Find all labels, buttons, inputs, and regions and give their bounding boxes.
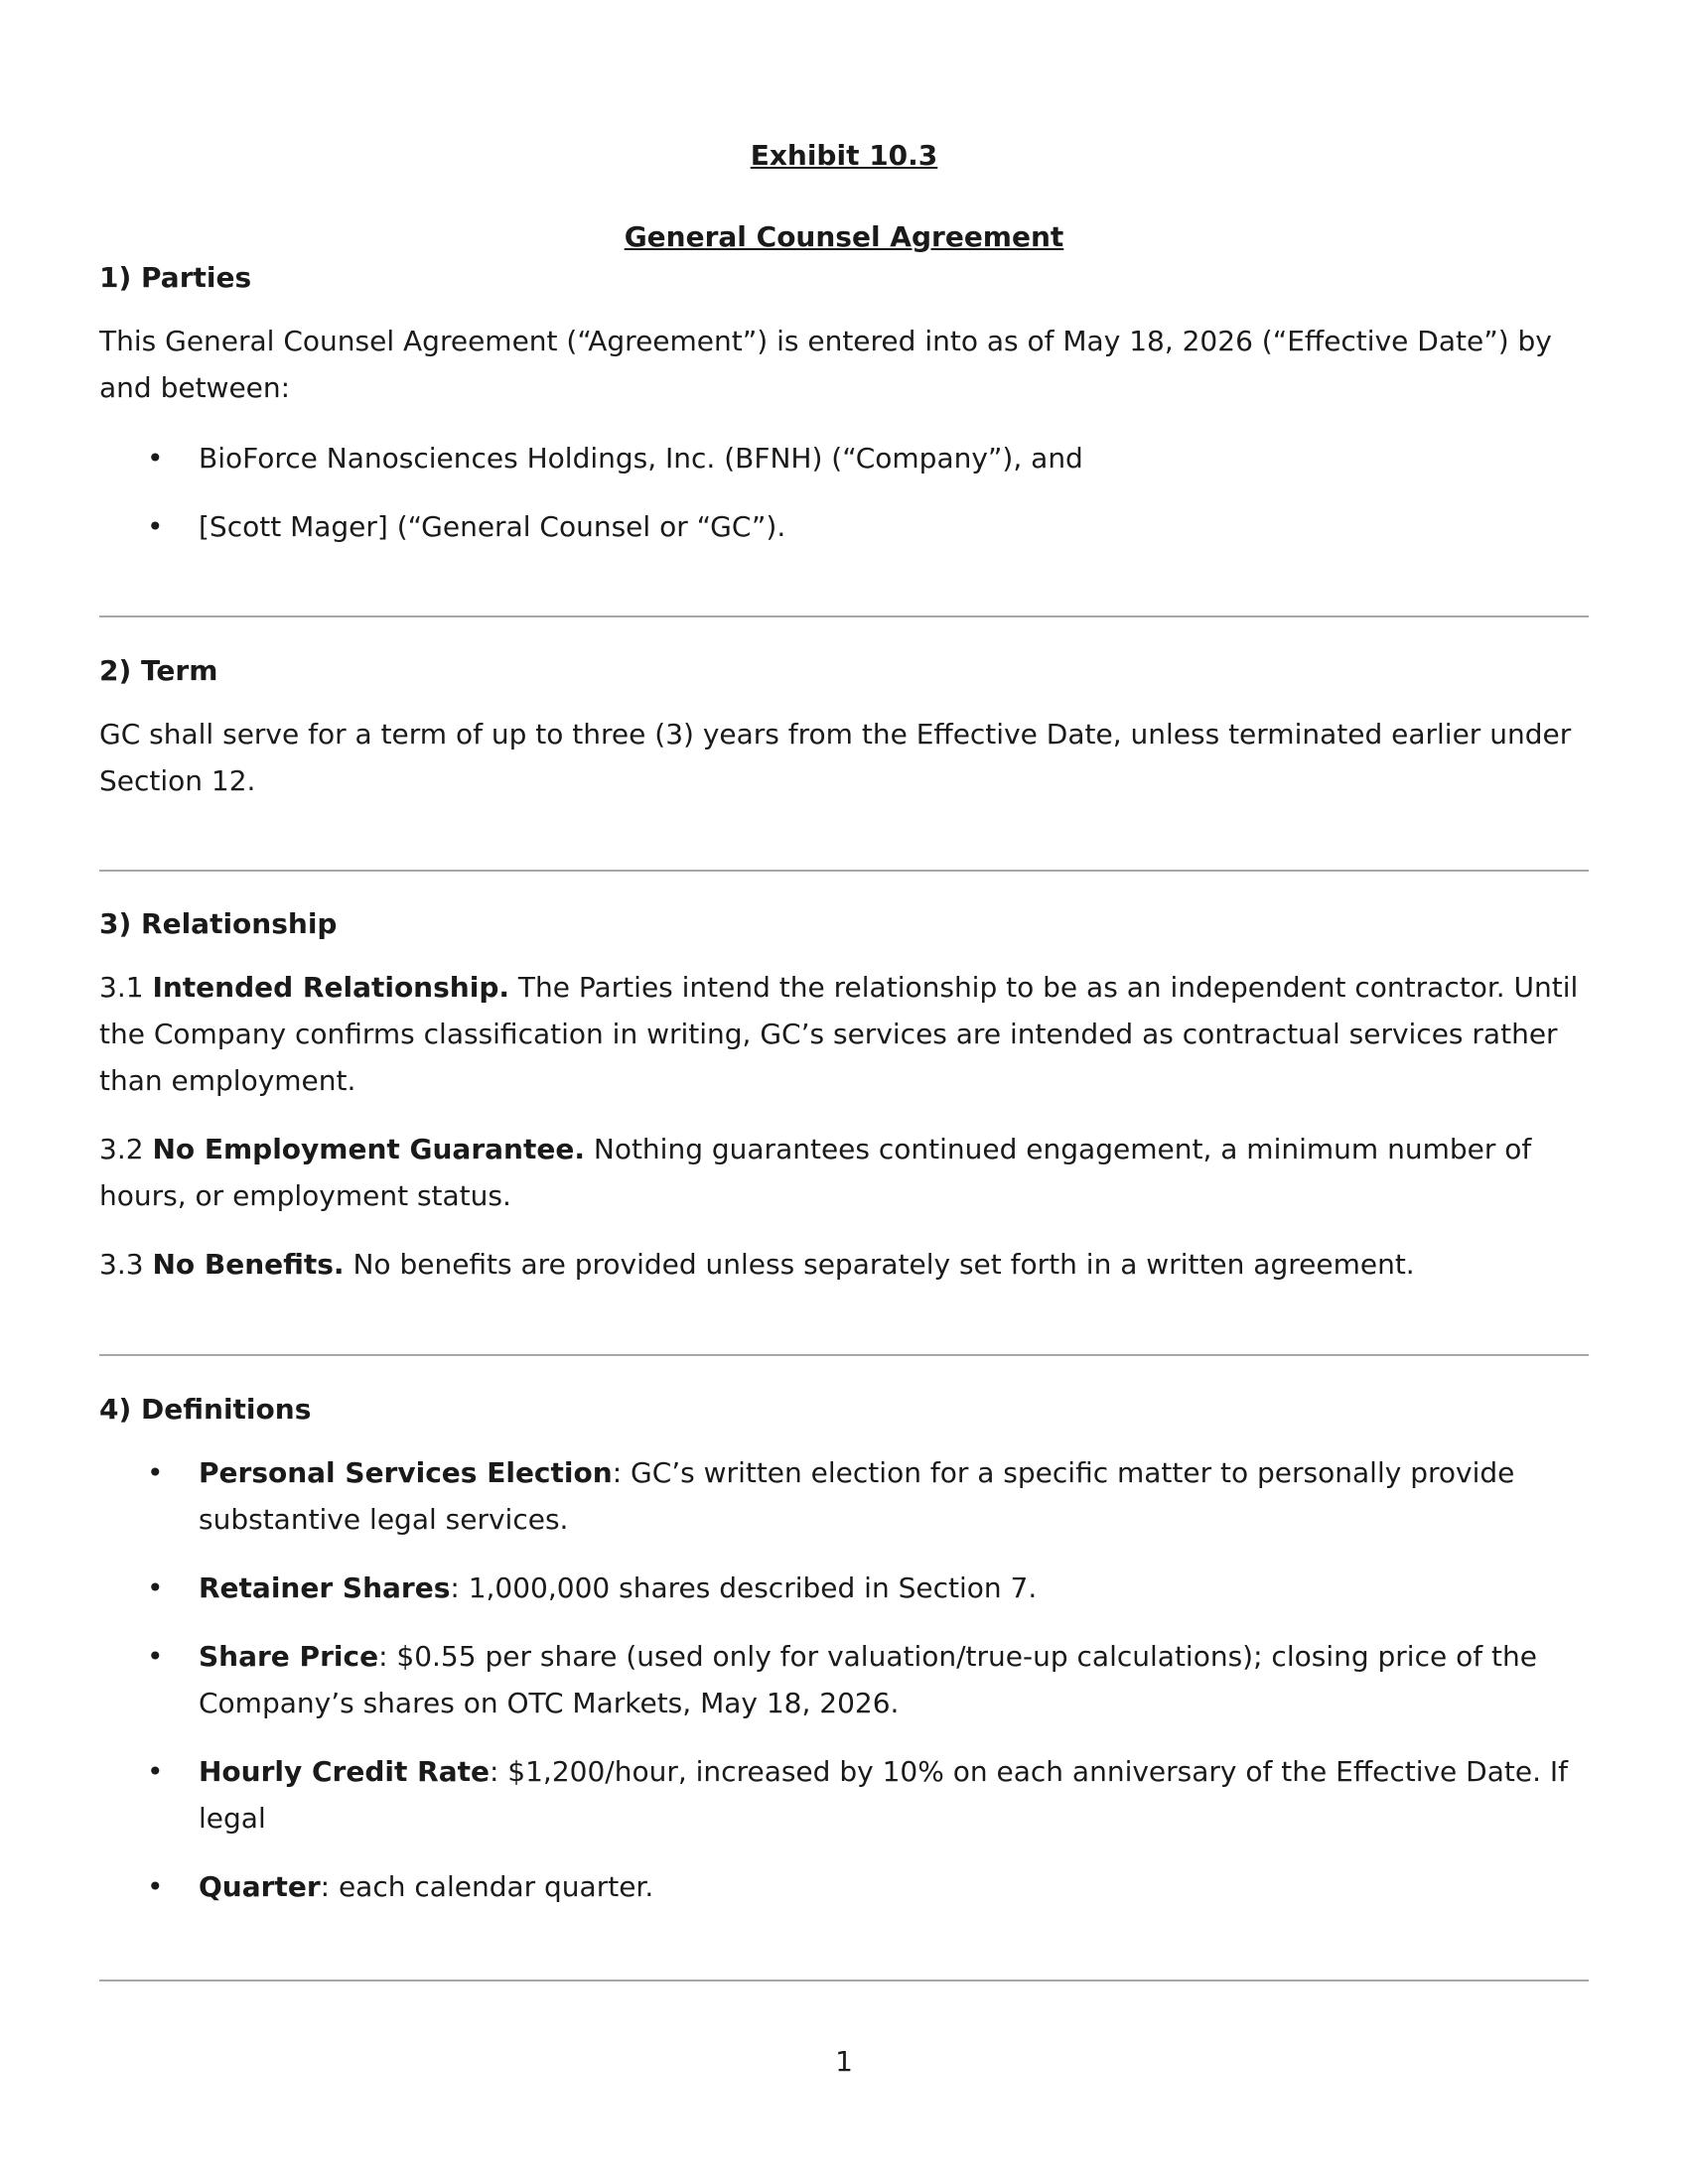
section-definitions (99, 1392, 1589, 1932)
section-divider (99, 615, 1589, 617)
clause-title: No Benefits. (152, 1248, 345, 1281)
section-heading: 2) Term (99, 654, 218, 687)
definition-term: Hourly Credit Rate (199, 1755, 490, 1788)
clause-3-3: 3.3 No Benefits. No benefits are provided unless separately set forth in a written agreement. (99, 1248, 1415, 1281)
parties-list (99, 435, 1589, 550)
exhibit-label: Exhibit 10.3 (750, 139, 938, 172)
section-term (99, 653, 1589, 826)
definition-term: Share Price (199, 1640, 379, 1673)
section-divider (99, 1354, 1589, 1356)
section-heading: 3) Relationship (99, 907, 338, 940)
list-item: • [Scott Mager] (“General Counsel or “GC”). (99, 503, 1589, 550)
section-divider (99, 870, 1589, 872)
definition-term: Quarter (199, 1870, 321, 1903)
bullet-icon: • (147, 510, 164, 543)
bullet-icon: • (147, 1870, 164, 1903)
definition-term: Personal Services Election (199, 1456, 613, 1489)
list-item: • Share Price: $0.55 per share (used only for valuation/true-up calculations); closing price of the Company’s shares on OTC Markets, May 18, 2026. (99, 1633, 1589, 1726)
term-text: GC shall serve for a term of up to three (3) years from the Effective Date, unless terminated earlier under Section 12. (99, 718, 1572, 797)
section-parties (99, 260, 1589, 572)
bullet-icon: • (147, 1640, 164, 1673)
list-item: • Hourly Credit Rate: $1,200/hour, increased by 10% on each anniversary of the Effective Date. If legal (99, 1748, 1589, 1842)
section-relationship (99, 906, 1589, 1309)
section-heading: 1) Parties (99, 261, 252, 294)
list-item: • BioForce Nanosciences Holdings, Inc. (BFNH) (“Company”), and (99, 435, 1589, 481)
bullet-icon: • (147, 442, 164, 475)
list-item: • Personal Services Election: GC’s written election for a specific matter to personally provide substantive legal services. (99, 1449, 1589, 1543)
definition-term: Retainer Shares (199, 1571, 451, 1604)
parties-intro: This General Counsel Agreement (“Agreement”) is entered into as of May 18, 2026 (“Effective Date”) by and between: (99, 325, 1552, 404)
clause-title: No Employment Guarantee. (152, 1133, 585, 1165)
bullet-icon: • (147, 1456, 164, 1489)
clause-3-1: 3.1 Intended Relationship. The Parties intend the relationship to be as an independent contractor. Until the Company confirms classification in writing, GC’s services are intended as contractual services rather than employment. (99, 971, 1579, 1097)
bullet-icon: • (147, 1571, 164, 1604)
clause-3-2: 3.2 No Employment Guarantee. Nothing guarantees continued engagement, a minimum number of hours, or employment status. (99, 1133, 1532, 1212)
section-heading: 4) Definitions (99, 1393, 312, 1426)
clause-title: Intended Relationship. (152, 971, 509, 1004)
document-title: General Counsel Agreement (624, 220, 1064, 253)
definitions-list (99, 1449, 1589, 1910)
list-item: • Retainer Shares: 1,000,000 shares described in Section 7. (99, 1565, 1589, 1611)
section-divider (99, 1979, 1589, 1981)
page-number: 1 (835, 2045, 853, 2078)
list-item: • Quarter: each calendar quarter. (99, 1863, 1589, 1910)
bullet-icon: • (147, 1755, 164, 1788)
